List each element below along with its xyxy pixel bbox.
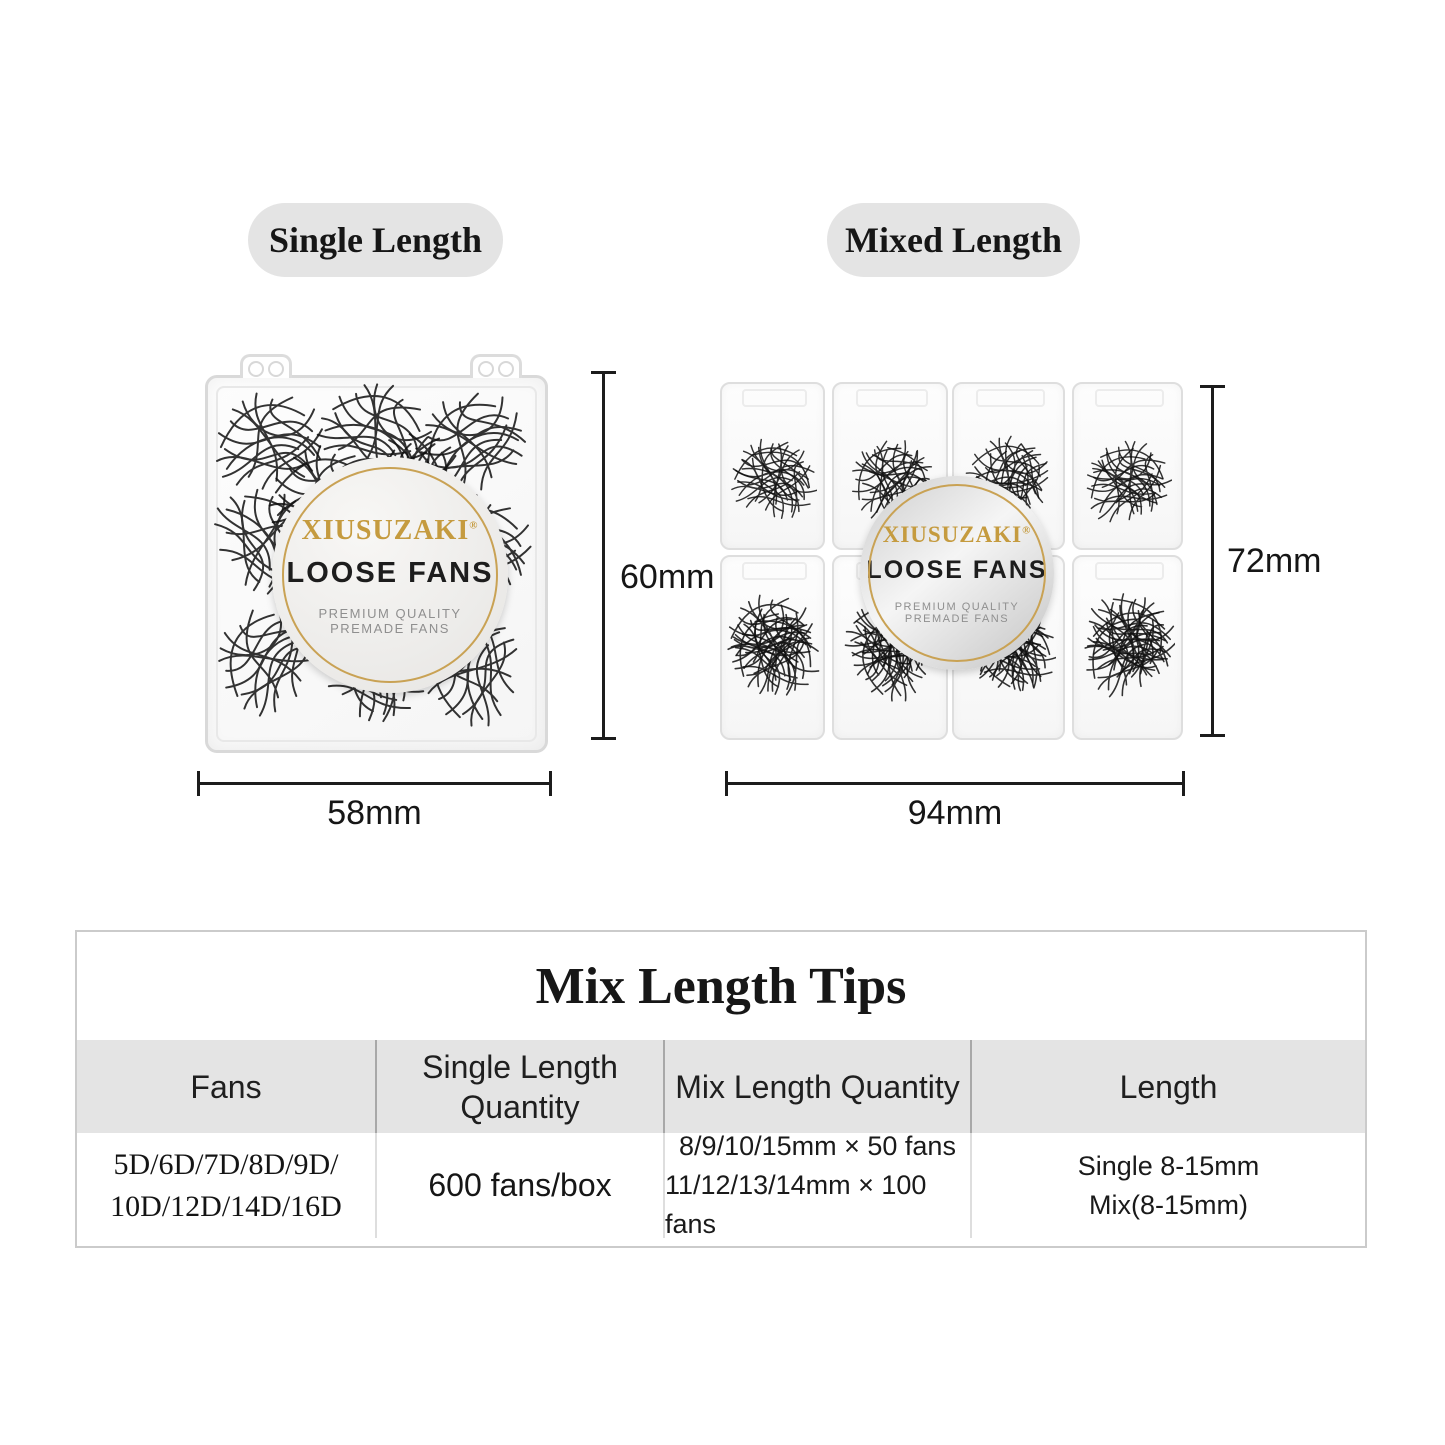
product-label-title: LOOSE FANS (866, 555, 1048, 584)
product-label (272, 457, 508, 693)
width-dimension-line-mixed (725, 782, 1185, 785)
lash-cluster-image (1080, 577, 1175, 712)
lash-compartment (1072, 555, 1183, 740)
brand-name: XIUSUZAKI® (882, 521, 1032, 547)
lash-cluster-image (729, 424, 817, 524)
height-dimension-line-single (602, 371, 605, 740)
table-cell-fans: 5D/6D/7D/8D/9D/ 10D/12D/14D/16D (77, 1133, 377, 1238)
lash-compartment (1072, 382, 1183, 550)
width-dimension-line-single (197, 782, 552, 785)
mixed-length-badge (827, 203, 1080, 277)
product-label-subtitle: PREMIUM QUALITY (894, 600, 1020, 613)
mixed-length-badge-label: Mixed Length (844, 220, 1062, 260)
table-header-fans: Fans (77, 1040, 377, 1133)
table-header-length: Length (972, 1040, 1365, 1133)
table-header-row (77, 1040, 1365, 1133)
table-title: Mix Length Tips (535, 957, 907, 1015)
height-dimension-line-mixed (1211, 385, 1214, 737)
table-header-mix-length-quantity: Mix Length Quantity (665, 1040, 972, 1133)
height-dimension-label-mixed: 72mm (1227, 542, 1322, 580)
registered-trademark-icon: ® (1022, 523, 1032, 536)
width-dimension-label-single: 58mm (327, 794, 422, 832)
single-length-badge-label: Single Length (268, 220, 483, 260)
box-hinge-icon (470, 354, 522, 378)
product-label-title: LOOSE FANS (286, 556, 494, 589)
product-label (860, 476, 1054, 670)
width-dimension-label-mixed: 94mm (907, 794, 1003, 832)
table-cell-length: Single 8-15mm Mix(8-15mm) (972, 1133, 1365, 1238)
brand-name: XIUSUZAKI® (301, 514, 479, 546)
height-dimension-label-single: 60mm (620, 558, 715, 596)
box-hinge-icon (240, 354, 292, 378)
single-length-box-image (205, 375, 548, 753)
mixed-length-box-image (720, 382, 1183, 740)
lash-compartment (720, 382, 825, 550)
registered-trademark-icon: ® (469, 519, 479, 532)
lash-cluster-image (725, 577, 820, 712)
table-cell-mix-length-quantity: 8/9/10/15mm × 50 fans 11/12/13/14mm × 100 fans (665, 1133, 972, 1238)
table-header-single-length-quantity: Single Length Quantity (377, 1040, 665, 1133)
table-data-row (77, 1133, 1365, 1238)
single-length-badge (248, 203, 503, 277)
lash-compartment (720, 555, 825, 740)
product-label-subtitle: PREMIUM QUALITY (318, 605, 462, 621)
table-cell-single-length-quantity: 600 fans/box (377, 1133, 665, 1238)
product-label-subtitle: PREMADE FANS (330, 620, 450, 636)
product-label-subtitle: PREMADE FANS (904, 612, 1010, 625)
lash-cluster-image (1084, 424, 1172, 524)
mix-length-tips-table (75, 930, 1367, 1248)
